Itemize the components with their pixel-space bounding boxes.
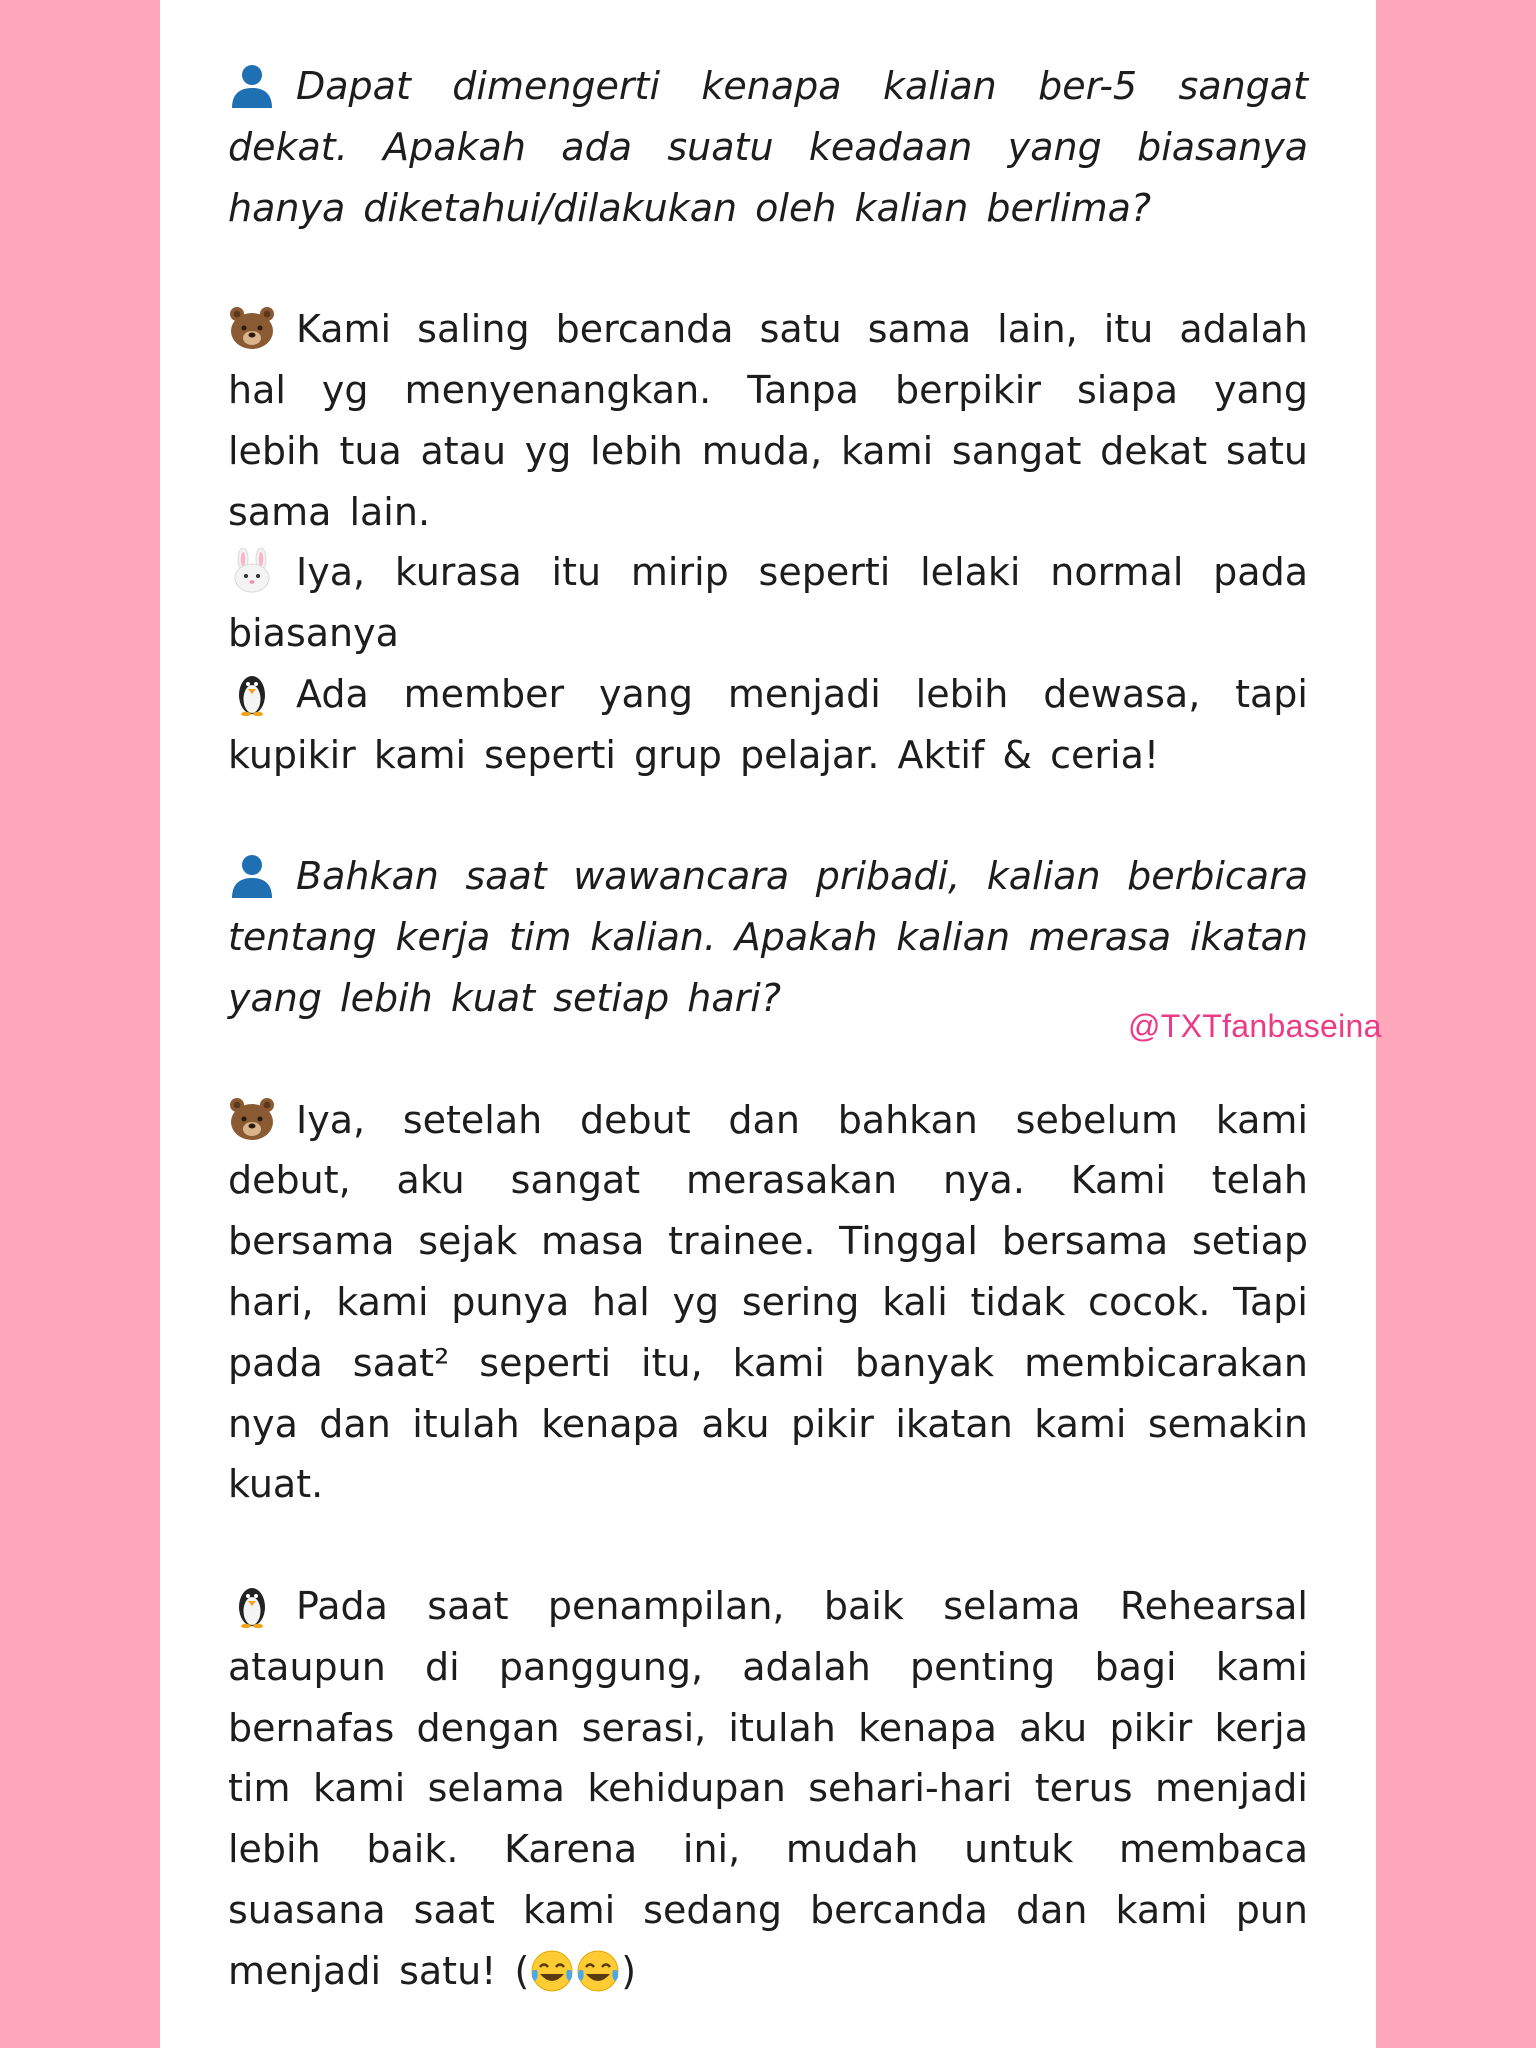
bear-face-icon [228,1096,276,1142]
tears-of-joy-icon [529,1948,575,1994]
rabbit-face-icon [228,548,276,594]
penguin-icon [228,670,276,716]
answer-paragraph [228,542,1308,664]
document-page [160,0,1382,2048]
answer-text: Iya, setelah debut dan bahkan sebelum kami debut, aku sangat merasakan nya. Kami telah bersama sejak masa trainee. Tinggal bersama setiap hari, kami punya hal yg sering kali tidak cocok. Tapi pada saat² seperti itu, kami banyak membicarakan nya dan itulah kenapa aku pikir ikatan kami semakin kuat. [228,1097,1308,1507]
question-text: Bahkan saat wawancara pribadi, kalian berbicara tentang kerja tim kalian. Apakah kalian merasa ikatan yang lebih kuat setiap hari? [228,854,1308,1020]
question-text: Dapat dimengerti kenapa kalian ber-5 sangat dekat. Apakah ada suatu keadaan yang biasanya hanya diketahui/dilakukan oleh kalian berlima? [228,64,1308,230]
paragraph-gap [228,1515,1308,1576]
answer-paragraph [228,299,1308,542]
answer-paragraph [228,664,1308,786]
question-paragraph [228,56,1308,238]
answer-text: Iya, kurasa itu mirip seperti lelaki normal pada biasanya [228,550,1308,656]
person-silhouette-icon [228,62,276,108]
paragraph-gap [228,786,1308,847]
answer-text: Ada member yang menjadi lebih dewasa, tapi kupikir kami seperti grup pelajar. Aktif & ceria! [228,671,1308,777]
watermark: @TXTfanbaseina [1128,1008,1382,1044]
bear-face-icon [228,305,276,351]
answer-text: Kami saling bercanda satu sama lain, itu adalah hal yg menyenangkan. Tanpa berpikir siapa yang lebih tua atau yg lebih muda, kami sangat dekat satu sama lain. [228,307,1308,534]
tears-of-joy-icon [575,1948,621,1994]
answer-paragraph [228,1576,1308,2002]
answer-paragraph [228,1090,1308,1516]
paragraph-gap [228,238,1308,299]
closing-parenthesis: ) [621,1948,637,1993]
penguin-icon [228,1582,276,1628]
person-silhouette-icon [228,852,276,898]
answer-text: Pada saat penampilan, baik selama Rehearsal ataupun di panggung, adalah penting bagi kami bernafas dengan serasi, itulah kenapa aku pikir kerja tim kami selama kehidupan sehari-hari terus menjadi lebih baik. Karena ini, mudah untuk membaca suasana saat kami sedang bercanda dan kami pun menjadi satu! ( [228,1583,1308,1993]
